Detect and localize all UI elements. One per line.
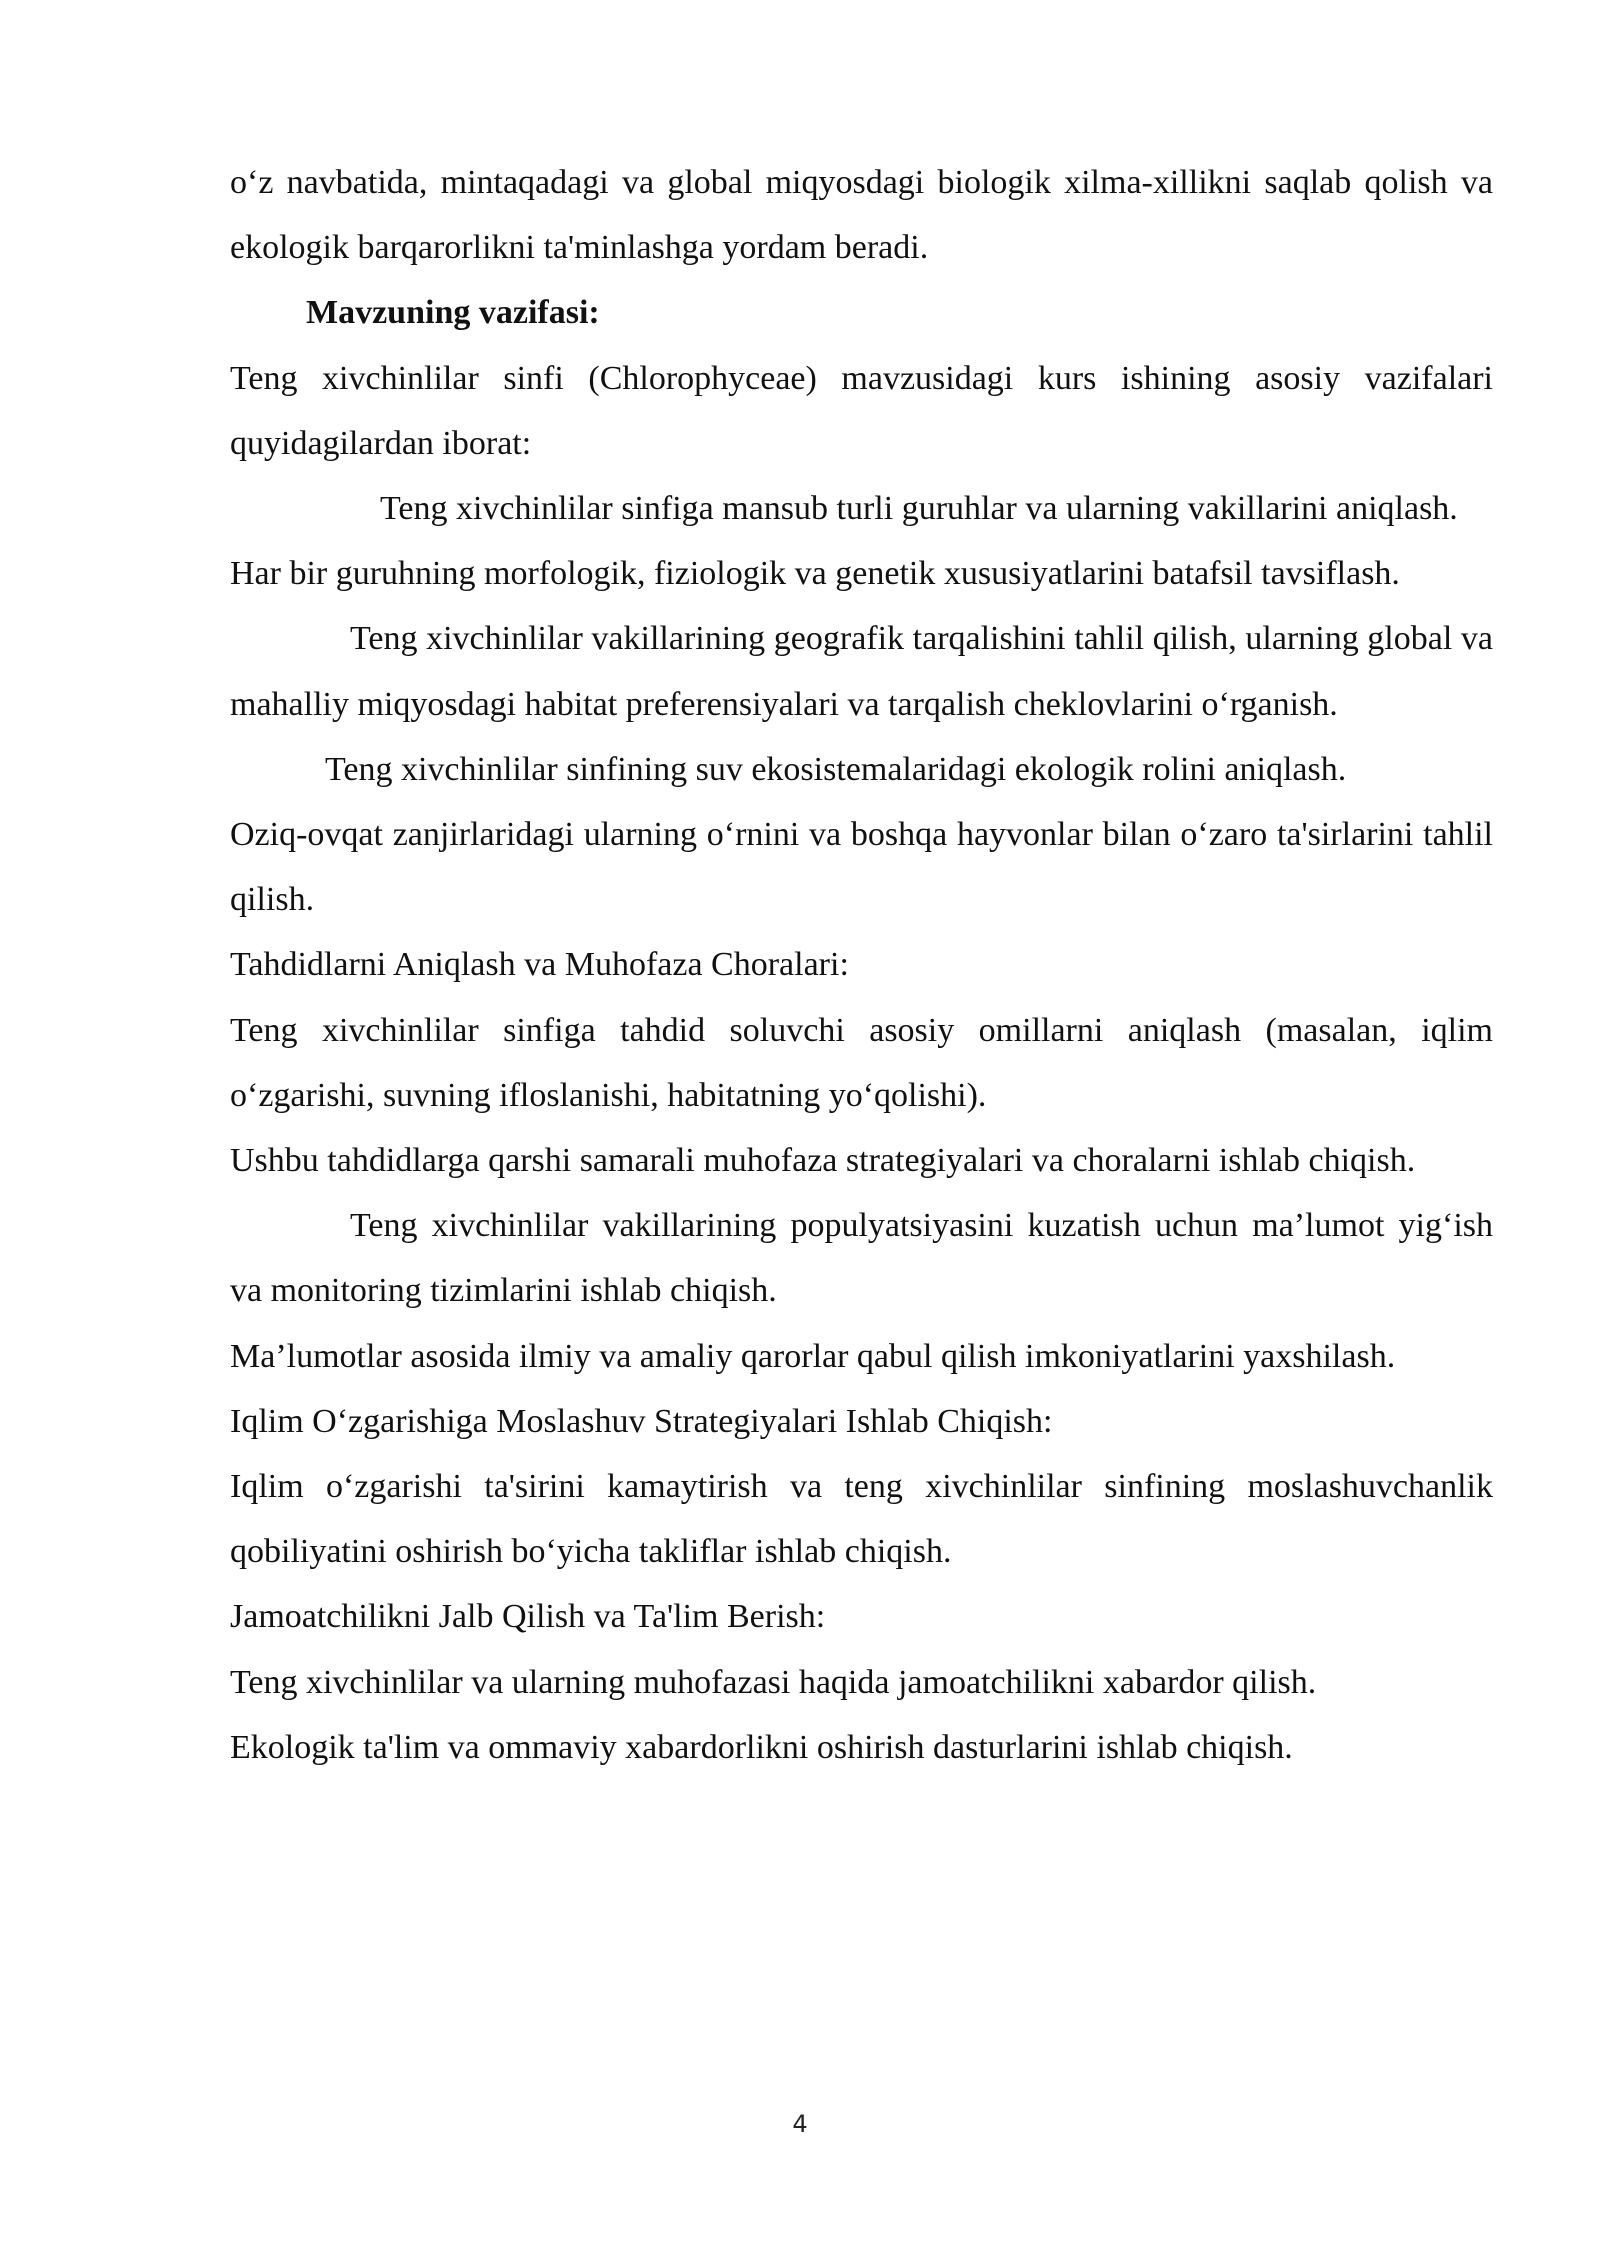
paragraph-decisions: Ma’lumotlar asosida ilmiy va amaliy qarorlar qabul qilish imkoniyatlarini yaxshilash. [230,1337,1396,1375]
paragraph-climate-adaptation: Iqlim o‘zgarishi ta'sirini kamaytirish va teng xivchinlilar sinfining moslashuvchanlik qobiliyatini oshirish bo‘yicha takliflar ishlab chiqish. [230,1468,1493,1571]
paragraph-task-food-chains: Oziq-ovqat zanjirlaridagi ularning o‘rnini va boshqa hayvonlar bilan o‘zaro ta'sirlarini tahlil qilish. [230,816,1493,919]
paragraph-task-distribution: Teng xivchinlilar vakillarining geografik tarqalishini tahlil qilish, ularning global va mahalliy miqyosdagi habitat preferensiyalari va tarqalish cheklovlarini o‘rganish. [230,620,1493,723]
paragraph-public-heading: Jamoatchilikni Jalb Qilish va Ta'lim Berish: [230,1598,826,1636]
paragraph-public-awareness: Teng xivchinlilar va ularning muhofazasi haqida jamoatchilikni xabardor qilish. [230,1663,1317,1701]
paragraph-monitoring: Teng xivchinlilar vakillarining populyatsiyasini kuzatish uchun ma’lumot yig‘ish va monitoring tizimlarini ishlab chiqish. [230,1207,1493,1310]
paragraph-threat-factors: Teng xivchinlilar sinfiga tahdid soluvchi asosiy omillarni aniqlash (masalan, iqlim o‘zgarishi, suvning ifloslanishi, habitatning yo‘qolishi). [230,1011,1493,1114]
paragraph-protection-strategies: Ushbu tahdidlarga qarshi samarali muhofaza strategiyalari va choralarni ishlab chiqish. [230,1142,1416,1180]
paragraph-task-characteristics: Har bir guruhning morfologik, fiziologik va genetik xususiyatlarini batafsil tavsiflash. [230,555,1400,593]
paragraph-tasks-intro: Teng xivchinlilar sinfi (Chlorophyceae) mavzusidagi kurs ishining asosiy vazifalari quyidagilardan iborat: [230,359,1493,462]
paragraph-climate-heading: Iqlim O‘zgarishiga Moslashuv Strategiyalari Ishlab Chiqish: [230,1402,1053,1440]
section-heading-tasks: Mavzuning vazifasi: [306,294,600,332]
paragraph-intro-continuation: o‘z navbatida, mintaqadagi va global miqyosdagi biologik xilma-xillikni saqlab qolish va ekologik barqarorlikni ta'minlashga yordam beradi. [230,164,1493,267]
page-number: 4 [792,2110,808,2138]
paragraph-task-groups: Teng xivchinlilar sinfiga mansub turli guruhlar va ularning vakillarini aniqlash. [380,490,1458,528]
paragraph-task-ecological-role: Teng xivchinlilar sinfining suv ekosistemalaridagi ekologik rolini aniqlash. [325,750,1347,788]
document-page [230,150,1493,1780]
paragraph-threats-heading: Tahdidlarni Aniqlash va Muhofaza Choralari: [230,946,849,984]
paragraph-education-programs: Ekologik ta'lim va ommaviy xabardorlikni oshirish dasturlarini ishlab chiqish. [230,1728,1293,1766]
